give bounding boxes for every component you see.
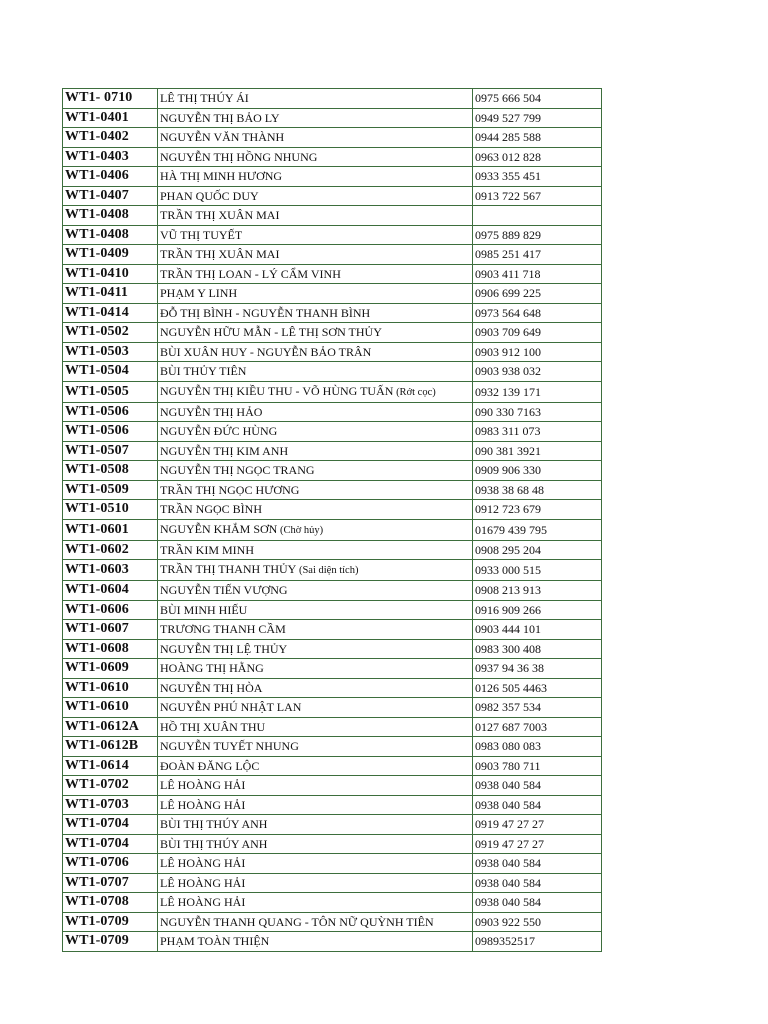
phone-number-cell: 0937 94 36 38 [473, 659, 602, 679]
customer-name: VŨ THỊ TUYẾT [160, 227, 243, 242]
unit-code-cell: WT1-0504 [63, 362, 158, 382]
customer-name: NGUYỄN KHẮM SƠN [160, 521, 278, 536]
phone-number-cell: 0126 505 4463 [473, 678, 602, 698]
customer-name: TRẦN THỊ LOAN - LÝ CẨM VINH [160, 266, 341, 281]
unit-code-cell: WT1-0411 [63, 284, 158, 304]
customer-name: LÊ HOÀNG HẢI [160, 875, 246, 890]
customer-name-cell [158, 186, 473, 206]
customer-name-cell [158, 815, 473, 835]
table-row [63, 834, 602, 854]
customer-name-cell [158, 284, 473, 304]
customer-name-cell [158, 264, 473, 284]
unit-code-cell: WT1-0707 [63, 873, 158, 893]
customer-table [62, 88, 602, 952]
customer-name-cell [158, 873, 473, 893]
customer-name-cell [158, 756, 473, 776]
customer-name: BÙI THỊ THÚY ANH [160, 836, 268, 851]
phone-number-cell: 01679 439 795 [473, 519, 602, 540]
table-row [63, 815, 602, 835]
unit-code-cell: WT1-0704 [63, 815, 158, 835]
customer-name: TRƯƠNG THANH CẦM [160, 622, 286, 637]
customer-name: PHẠM TOÀN THIỆN [160, 934, 270, 949]
phone-number-cell: 0933 355 451 [473, 167, 602, 187]
table-row [63, 186, 602, 206]
customer-name-cell [158, 834, 473, 854]
phone-number-cell: 0919 47 27 27 [473, 834, 602, 854]
table-row [63, 717, 602, 737]
customer-name: NGUYỄN THỊ HỒNG NHUNG [160, 149, 318, 164]
customer-name: PHAN QUỐC DUY [160, 188, 259, 203]
customer-name-cell [158, 500, 473, 520]
unit-code-cell: WT1-0402 [63, 128, 158, 148]
customer-name: LÊ THỊ THÚY ÁI [160, 91, 249, 106]
table-row [63, 581, 602, 601]
unit-code-cell: WT1-0602 [63, 540, 158, 560]
phone-number-cell: 0938 38 68 48 [473, 480, 602, 500]
phone-number-cell: 0933 000 515 [473, 560, 602, 581]
table-row [63, 381, 602, 402]
unit-code-cell: WT1-0506 [63, 422, 158, 442]
customer-name: TRẦN THỊ NGỌC HƯƠNG [160, 482, 300, 497]
customer-name-cell [158, 776, 473, 796]
unit-code-cell: WT1-0610 [63, 698, 158, 718]
unit-code-cell: WT1-0503 [63, 342, 158, 362]
customer-name-cell [158, 323, 473, 343]
phone-number-cell: 0938 040 584 [473, 854, 602, 874]
customer-name-cell [158, 932, 473, 952]
table-row [63, 147, 602, 167]
unit-code-cell: WT1-0708 [63, 893, 158, 913]
customer-name-cell [158, 698, 473, 718]
unit-code-cell: WT1-0505 [63, 381, 158, 402]
customer-name: TRẦN NGỌC BÌNH [160, 502, 262, 517]
customer-name-cell [158, 245, 473, 265]
customer-name-cell [158, 89, 473, 109]
unit-code-cell: WT1-0510 [63, 500, 158, 520]
table-row [63, 441, 602, 461]
phone-number-cell: 0975 666 504 [473, 89, 602, 109]
customer-name: NGUYỄN TUYẾT NHUNG [160, 739, 299, 754]
customer-name: HOÀNG THỊ HẰNG [160, 661, 264, 676]
table-row [63, 284, 602, 304]
phone-number-cell: 0983 311 073 [473, 422, 602, 442]
unit-code-cell: WT1-0502 [63, 323, 158, 343]
table-row [63, 206, 602, 226]
customer-name-cell [158, 167, 473, 187]
table-row [63, 854, 602, 874]
table-row [63, 756, 602, 776]
phone-number-cell: 0938 040 584 [473, 776, 602, 796]
customer-name-cell [158, 342, 473, 362]
customer-name-cell [158, 225, 473, 245]
phone-number-cell: 0908 295 204 [473, 540, 602, 560]
phone-number-cell: 0989352517 [473, 932, 602, 952]
customer-name: LÊ HOÀNG HẢI [160, 797, 246, 812]
customer-name: TRẦN THỊ XUÂN MAI [160, 208, 280, 223]
unit-code-cell: WT1-0609 [63, 659, 158, 679]
phone-number-cell: 0985 251 417 [473, 245, 602, 265]
table-row [63, 776, 602, 796]
customer-name-cell [158, 620, 473, 640]
table-row [63, 225, 602, 245]
table-row [63, 480, 602, 500]
unit-code-cell: WT1- 0710 [63, 89, 158, 109]
customer-name-cell [158, 639, 473, 659]
customer-name-cell [158, 108, 473, 128]
customer-name: HÀ THỊ MINH HƯƠNG [160, 169, 283, 184]
table-row [63, 89, 602, 109]
customer-name-cell [158, 540, 473, 560]
table-row [63, 108, 602, 128]
customer-name: PHẠM Y LINH [160, 286, 238, 301]
status-note: (Rớt cọc) [393, 386, 436, 398]
table-row [63, 912, 602, 932]
phone-number-cell: 0932 139 171 [473, 381, 602, 402]
phone-number-cell: 090 381 3921 [473, 441, 602, 461]
table-row [63, 620, 602, 640]
unit-code-cell: WT1-0401 [63, 108, 158, 128]
customer-name: NGUYỄN THỊ HẢO [160, 404, 263, 419]
phone-number-cell: 0903 411 718 [473, 264, 602, 284]
unit-code-cell: WT1-0408 [63, 225, 158, 245]
customer-name-cell [158, 560, 473, 581]
table-row [63, 422, 602, 442]
customer-name: NGUYỄN THỊ HÒA [160, 680, 263, 695]
phone-number-cell: 0908 213 913 [473, 581, 602, 601]
table-row [63, 362, 602, 382]
customer-name-cell [158, 147, 473, 167]
status-note: (Sai diện tích) [296, 565, 359, 576]
unit-code-cell: WT1-0612A [63, 717, 158, 737]
phone-number-cell: 0919 47 27 27 [473, 815, 602, 835]
phone-number-cell: 0938 040 584 [473, 795, 602, 815]
phone-number-cell: 0903 780 711 [473, 756, 602, 776]
customer-name: BÙI XUÂN HUY - NGUYỄN BẢO TRÂN [160, 344, 372, 359]
unit-code-cell: WT1-0601 [63, 519, 158, 540]
customer-name: NGUYỄN PHÚ NHẬT LAN [160, 700, 302, 715]
customer-name: LÊ HOÀNG HẢI [160, 856, 246, 871]
phone-number-cell: 0127 687 7003 [473, 717, 602, 737]
phone-number-cell: 0903 912 100 [473, 342, 602, 362]
customer-table-sheet [62, 88, 602, 952]
phone-number-cell: 090 330 7163 [473, 402, 602, 422]
customer-name-cell [158, 480, 473, 500]
table-row [63, 932, 602, 952]
customer-name-cell [158, 737, 473, 757]
table-row [63, 461, 602, 481]
customer-name-cell [158, 128, 473, 148]
customer-name: NGUYỄN THỊ LỆ THỦY [160, 641, 288, 656]
table-row [63, 245, 602, 265]
phone-number-cell: 0963 012 828 [473, 147, 602, 167]
customer-name: NGUYỄN THANH QUANG - TÔN NỮ QUỲNH TIÊN [160, 914, 434, 929]
status-note: (Chờ hủy) [277, 524, 324, 536]
unit-code-cell: WT1-0709 [63, 932, 158, 952]
unit-code-cell: WT1-0406 [63, 167, 158, 187]
phone-number-cell: 0903 709 649 [473, 323, 602, 343]
customer-name: TRẦN THỊ THANH THỦY [160, 562, 297, 576]
customer-name-cell [158, 854, 473, 874]
customer-name-cell [158, 519, 473, 540]
customer-name: NGUYỄN HỮU MẪN - LÊ THỊ SƠN THỦY [160, 325, 382, 340]
customer-name-cell [158, 912, 473, 932]
table-row [63, 323, 602, 343]
customer-name-cell [158, 441, 473, 461]
phone-number-cell: 0913 722 567 [473, 186, 602, 206]
phone-number-cell: 0983 300 408 [473, 639, 602, 659]
unit-code-cell: WT1-0702 [63, 776, 158, 796]
unit-code-cell: WT1-0407 [63, 186, 158, 206]
customer-name-cell [158, 206, 473, 226]
phone-number-cell: 0983 080 083 [473, 737, 602, 757]
table-row [63, 893, 602, 913]
phone-number-cell: 0903 444 101 [473, 620, 602, 640]
customer-name: NGUYỄN THỊ NGỌC TRANG [160, 463, 315, 478]
phone-number-cell: 0944 285 588 [473, 128, 602, 148]
customer-name-cell [158, 795, 473, 815]
phone-number-cell [473, 206, 602, 226]
customer-name-cell [158, 461, 473, 481]
table-row [63, 540, 602, 560]
unit-code-cell: WT1-0409 [63, 245, 158, 265]
phone-number-cell: 0975 889 829 [473, 225, 602, 245]
customer-name-cell [158, 659, 473, 679]
customer-name: BÙI THỊ THÚY ANH [160, 817, 268, 832]
phone-number-cell: 0903 938 032 [473, 362, 602, 382]
customer-name: LÊ HOÀNG HẢI [160, 778, 246, 793]
unit-code-cell: WT1-0608 [63, 639, 158, 659]
customer-name: NGUYỄN VĂN THÀNH [160, 130, 285, 145]
table-row [63, 639, 602, 659]
customer-name: NGUYỄN ĐỨC HÙNG [160, 424, 278, 439]
table-row [63, 342, 602, 362]
phone-number-cell: 0916 909 266 [473, 600, 602, 620]
customer-name: NGUYỄN THỊ KIỀU THU - VÕ HÙNG TUẤN [160, 383, 394, 398]
unit-code-cell: WT1-0410 [63, 264, 158, 284]
phone-number-cell: 0949 527 799 [473, 108, 602, 128]
table-row [63, 698, 602, 718]
customer-name-cell [158, 381, 473, 402]
unit-code-cell: WT1-0506 [63, 402, 158, 422]
customer-name: NGUYỄN THỊ KIM ANH [160, 443, 289, 458]
customer-name-cell [158, 422, 473, 442]
customer-name: ĐỖ THỊ BÌNH - NGUYỄN THANH BÌNH [160, 305, 371, 320]
unit-code-cell: WT1-0709 [63, 912, 158, 932]
unit-code-cell: WT1-0508 [63, 461, 158, 481]
unit-code-cell: WT1-0704 [63, 834, 158, 854]
customer-name-cell [158, 717, 473, 737]
phone-number-cell: 0982 357 534 [473, 698, 602, 718]
customer-name-cell [158, 678, 473, 698]
table-row [63, 303, 602, 323]
customer-table-body [63, 89, 602, 952]
unit-code-cell: WT1-0509 [63, 480, 158, 500]
customer-name-cell [158, 893, 473, 913]
table-row [63, 128, 602, 148]
unit-code-cell: WT1-0603 [63, 560, 158, 581]
unit-code-cell: WT1-0606 [63, 600, 158, 620]
customer-name-cell [158, 303, 473, 323]
customer-name: TRẦN THỊ XUÂN MAI [160, 247, 280, 262]
table-row [63, 678, 602, 698]
table-row [63, 659, 602, 679]
table-row [63, 600, 602, 620]
phone-number-cell: 0909 906 330 [473, 461, 602, 481]
customer-name-cell [158, 402, 473, 422]
table-row [63, 264, 602, 284]
customer-name-cell [158, 600, 473, 620]
phone-number-cell: 0938 040 584 [473, 873, 602, 893]
customer-name-cell [158, 581, 473, 601]
customer-name: BÙI MINH HIẾU [160, 602, 248, 617]
table-row [63, 500, 602, 520]
customer-name: BÙI THỦY TIÊN [160, 364, 247, 379]
customer-name-cell [158, 362, 473, 382]
phone-number-cell: 0903 922 550 [473, 912, 602, 932]
customer-name: ĐOÀN ĐĂNG LỘC [160, 758, 260, 773]
table-row [63, 519, 602, 540]
customer-name: NGUYỄN TIẾN VƯỢNG [160, 583, 288, 598]
phone-number-cell: 0912 723 679 [473, 500, 602, 520]
unit-code-cell: WT1-0607 [63, 620, 158, 640]
unit-code-cell: WT1-0612B [63, 737, 158, 757]
table-row [63, 873, 602, 893]
customer-name: HỒ THỊ XUÂN THU [160, 719, 266, 734]
unit-code-cell: WT1-0703 [63, 795, 158, 815]
customer-name: LÊ HOÀNG HẢI [160, 895, 246, 910]
unit-code-cell: WT1-0610 [63, 678, 158, 698]
phone-number-cell: 0973 564 648 [473, 303, 602, 323]
unit-code-cell: WT1-0706 [63, 854, 158, 874]
unit-code-cell: WT1-0414 [63, 303, 158, 323]
customer-name: NGUYỄN THỊ BẢO LY [160, 110, 280, 125]
table-row [63, 737, 602, 757]
unit-code-cell: WT1-0408 [63, 206, 158, 226]
table-row [63, 167, 602, 187]
table-row [63, 560, 602, 581]
phone-number-cell: 0906 699 225 [473, 284, 602, 304]
unit-code-cell: WT1-0403 [63, 147, 158, 167]
table-row [63, 795, 602, 815]
unit-code-cell: WT1-0614 [63, 756, 158, 776]
unit-code-cell: WT1-0604 [63, 581, 158, 601]
table-row [63, 402, 602, 422]
customer-name: TRẦN KIM MINH [160, 542, 254, 557]
phone-number-cell: 0938 040 584 [473, 893, 602, 913]
unit-code-cell: WT1-0507 [63, 441, 158, 461]
